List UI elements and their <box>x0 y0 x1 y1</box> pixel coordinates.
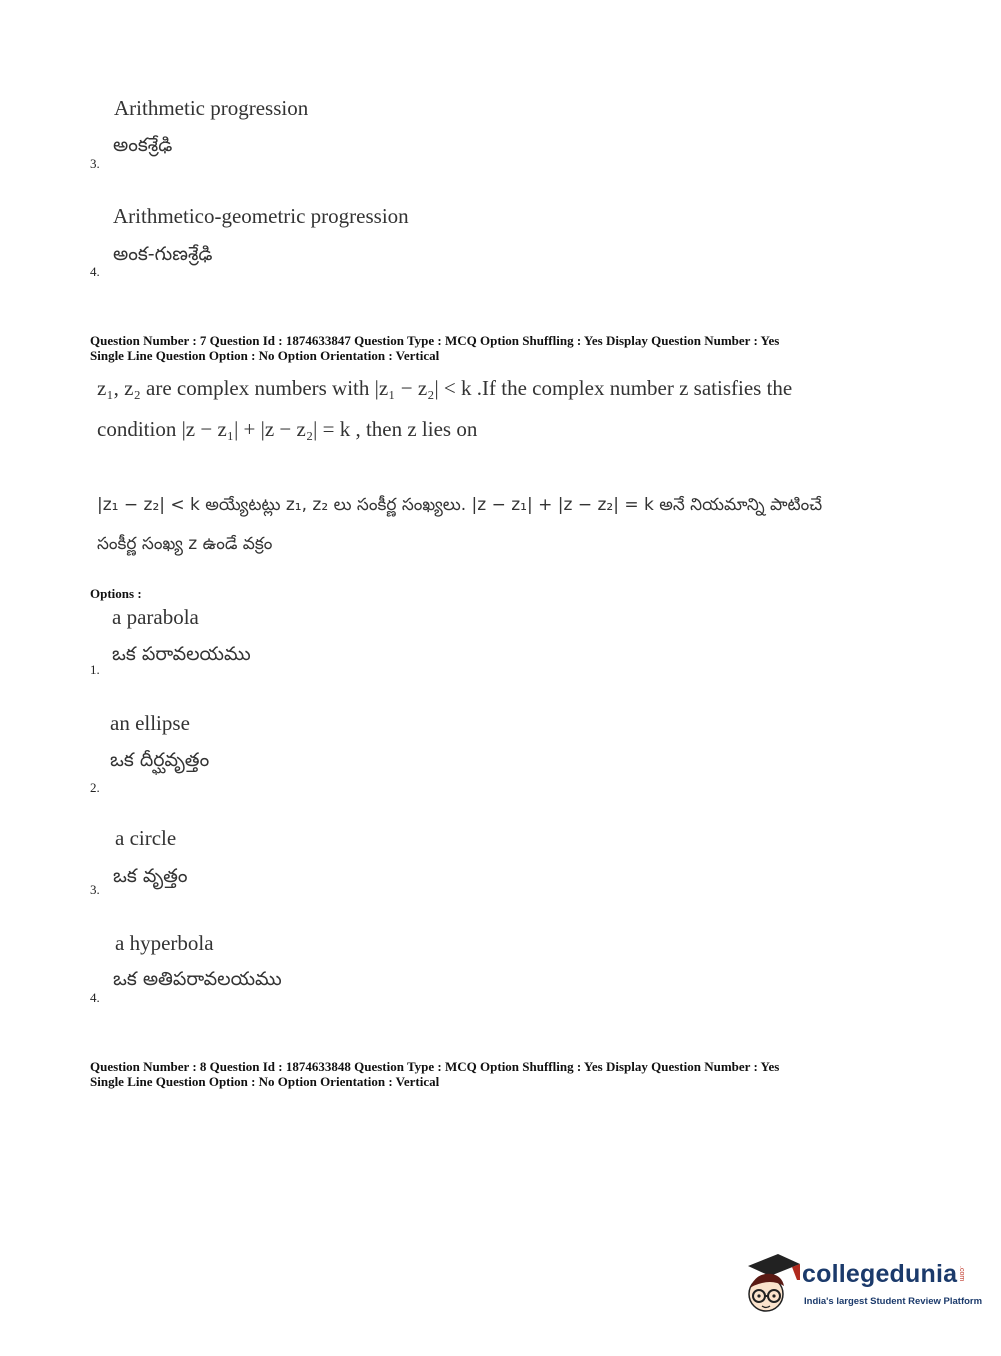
q7-option-1-number: 1. <box>90 662 100 677</box>
q7-option-2-te[interactable]: ఒక దీర్ఘవృత్తం <box>110 749 210 771</box>
prev-option-3-number: 3. <box>90 156 100 171</box>
q7-option-3-number: 3. <box>90 882 100 897</box>
q7-option-1-en[interactable]: a parabola <box>112 605 199 629</box>
logo-com: .com <box>958 1266 965 1282</box>
q7-text-line2: condition |z − z₁| + |z − z₂| = k , then z lies on <box>97 417 478 441</box>
q7-option-3-en[interactable]: a circle <box>115 826 177 850</box>
options-label: Options : <box>90 586 142 601</box>
logo-tagline: India's largest Student Review Platform <box>804 1296 983 1307</box>
q7-te-line2: సంకీర్ణ సంఖ్య z ఉండే వక్రం <box>97 534 273 554</box>
prev-option-4-en: Arithmetico-geometric progression <box>113 204 409 228</box>
q7-meta-line2: Single Line Question Option : No Option Orientation : Vertical <box>90 348 440 363</box>
q7-meta-line1: Question Number : 7 Question Id : 1874633847 Question Type : MCQ Option Shuffling : Yes Display Question Number : Yes <box>90 333 780 348</box>
collegedunia-logo[interactable] <box>742 1250 983 1320</box>
q7-option-2-number: 2. <box>90 780 100 795</box>
q7-te-line1: |z₁ − z₂| < k అయ్యేటట్లు z₁, z₂ లు సంకీర్ణ సంఖ్యలు. |z − z₁| + |z − z₂| = k అనే నియమాన్ని పాటించే <box>97 495 823 515</box>
mascot-icon <box>742 1250 804 1320</box>
prev-option-4-te: అంక-గుణశ్రేఢి <box>113 243 213 265</box>
q7-option-4-number: 4. <box>90 990 100 1005</box>
q7-option-1-te[interactable]: ఒక పరావలయము <box>112 643 251 665</box>
q7-option-4-en[interactable]: a hyperbola <box>115 931 214 955</box>
q8-meta-line1: Question Number : 8 Question Id : 1874633848 Question Type : MCQ Option Shuffling : Yes Display Question Number : Yes <box>90 1059 780 1074</box>
q7-option-2-en[interactable]: an ellipse <box>110 711 190 735</box>
q7-option-3-te[interactable]: ఒక వృత్తం <box>113 865 188 887</box>
prev-option-3-en: Arithmetic progression <box>114 96 309 120</box>
q8-meta-line2: Single Line Question Option : No Option Orientation : Vertical <box>90 1074 440 1089</box>
q7-text-line1: z₁, z₂ are complex numbers with |z₁ − z₂| < k .If the complex number z satisfies the <box>97 376 793 400</box>
q7-option-4-te[interactable]: ఒక అతిపరావలయము <box>113 968 282 990</box>
prev-option-3-te: అంకశ్రేఢి <box>113 134 173 156</box>
logo-wordmark: collegedunia <box>802 1260 958 1288</box>
prev-option-4-number: 4. <box>90 264 100 279</box>
